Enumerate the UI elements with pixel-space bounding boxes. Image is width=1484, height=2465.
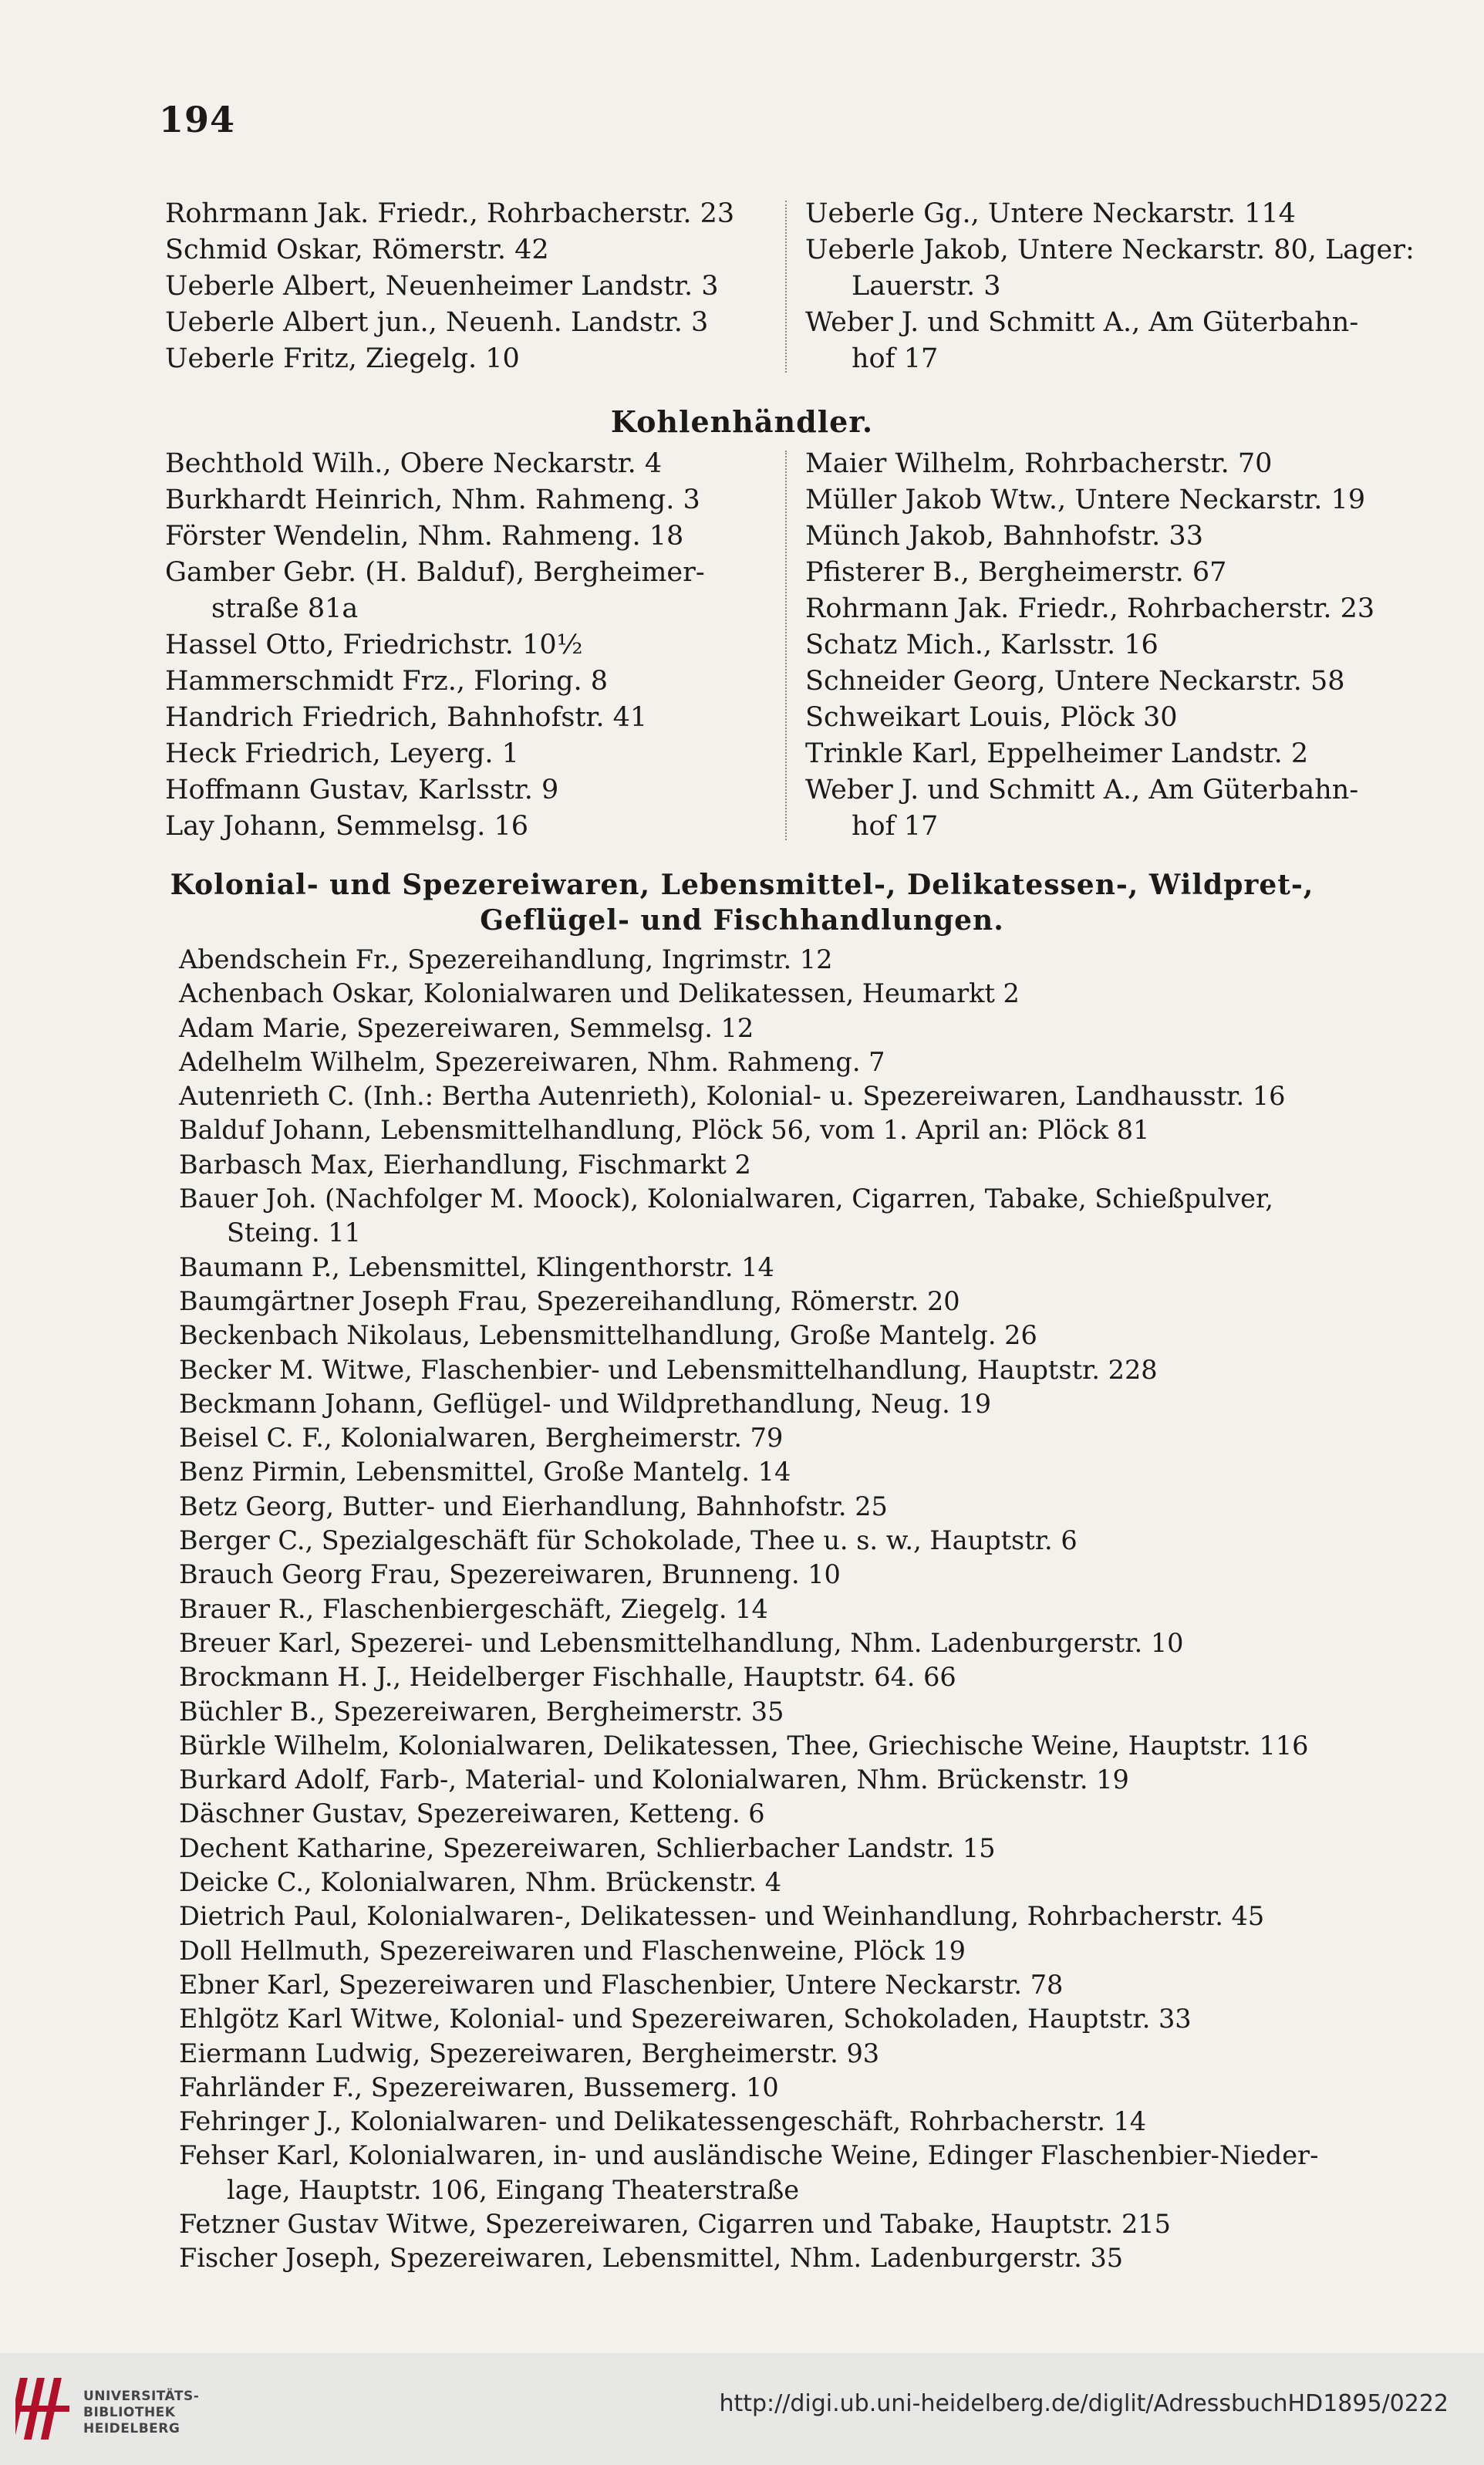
grocer-entry: Adelhelm Wilhelm, Spezereiwaren, Nhm. Rahmeng. 7 bbox=[179, 1046, 885, 1077]
grocer-entry: Beckenbach Nikolaus, Lebensmittelhandlung, Große Mantelg. 26 bbox=[179, 1320, 1037, 1351]
coal-dealer-entry: Maier Wilhelm, Rohrbacherstr. 70 bbox=[805, 448, 1273, 479]
grocer-entry: Becker M. Witwe, Flaschenbier- und Lebensmittelhandlung, Hauptstr. 228 bbox=[179, 1354, 1158, 1385]
coal-dealer-entry: Schneider Georg, Untere Neckarstr. 58 bbox=[805, 666, 1345, 697]
grocer-entry: Abendschein Fr., Spezereihandlung, Ingrimstr. 12 bbox=[179, 944, 833, 974]
grocer-entry: Benz Pirmin, Lebensmittel, Große Mantelg. 14 bbox=[179, 1457, 791, 1487]
grocer-entry: Däschner Gustav, Spezereiwaren, Ketteng. 6 bbox=[179, 1798, 765, 1829]
coal-dealer-entry: Münch Jakob, Bahnhofstr. 33 bbox=[805, 521, 1203, 552]
top-block-right-column bbox=[785, 196, 1422, 377]
coal-dealer-entry: Burkhardt Heinrich, Nhm. Rahmeng. 3 bbox=[165, 485, 700, 515]
grocer-entry: Fahrländer F., Spezereiwaren, Bussemerg. 10 bbox=[179, 2072, 779, 2102]
grocer-entry: Ehlgötz Karl Witwe, Kolonial- und Spezereiwaren, Schokoladen, Hauptstr. 33 bbox=[179, 2004, 1192, 2034]
library-logo-icon bbox=[15, 2370, 76, 2447]
kohlen-section bbox=[165, 446, 1422, 845]
grocer-entry: Brauch Georg Frau, Spezereiwaren, Brunneng. 10 bbox=[179, 1559, 841, 1590]
directory-entry: hof 17 bbox=[852, 343, 939, 374]
grocer-entry: Balduf Johann, Lebensmittelhandlung, Plöck 56, vom 1. April an: Plöck 81 bbox=[179, 1115, 1150, 1146]
grocer-entry: Steing. 11 bbox=[227, 1217, 361, 1248]
directory-entry: Ueberle Jakob, Untere Neckarstr. 80, Lager: bbox=[805, 235, 1415, 265]
grocer-entry: lage, Hauptstr. 106, Eingang Theaterstraße bbox=[227, 2174, 800, 2205]
grocer-entry: Deicke C., Kolonialwaren, Nhm. Brückenstr. 4 bbox=[179, 1867, 782, 1898]
grocer-entry: Dietrich Paul, Kolonialwaren-, Delikatessen- und Weinhandlung, Rohrbacherstr. 45 bbox=[179, 1901, 1265, 1932]
grocer-entry: Brauer R., Flaschenbiergeschäft, Ziegelg. 14 bbox=[179, 1593, 768, 1624]
footer-bar bbox=[0, 2353, 1484, 2465]
coal-dealer-entry: Rohrmann Jak. Friedr., Rohrbacherstr. 23 bbox=[805, 593, 1375, 624]
directory-entry: Ueberle Albert jun., Neuenh. Landstr. 3 bbox=[165, 307, 709, 338]
directory-entry: Rohrmann Jak. Friedr., Rohrbacherstr. 23 bbox=[165, 198, 735, 229]
coal-dealer-entry: Weber J. und Schmitt A., Am Güterbahn- bbox=[805, 775, 1359, 805]
grocer-entry: Breuer Karl, Spezerei- und Lebensmittelhandlung, Nhm. Ladenburgerstr. 10 bbox=[179, 1627, 1184, 1658]
top-block bbox=[165, 196, 1422, 377]
coal-dealer-entry: Trinkle Karl, Eppelheimer Landstr. 2 bbox=[805, 738, 1309, 769]
coal-dealer-entry: hof 17 bbox=[852, 811, 939, 842]
grocer-entry: Baumann P., Lebensmittel, Klingenthorstr. 14 bbox=[179, 1251, 774, 1282]
grocer-entry: Achenbach Oskar, Kolonialwaren und Delikatessen, Heumarkt 2 bbox=[179, 978, 1020, 1009]
grocer-entry: Burkard Adolf, Farb-, Material- und Kolonialwaren, Nhm. Brückenstr. 19 bbox=[179, 1764, 1129, 1795]
kohlen-right-column bbox=[785, 446, 1422, 845]
directory-entry: Ueberle Gg., Untere Neckarstr. 114 bbox=[805, 198, 1296, 229]
coal-dealer-entry: Heck Friedrich, Leyerg. 1 bbox=[165, 738, 519, 769]
coal-dealer-entry: Hassel Otto, Friedrichstr. 10½ bbox=[165, 630, 583, 660]
grocer-entry: Berger C., Spezialgeschäft für Schokolade, Thee u. s. w., Hauptstr. 6 bbox=[179, 1525, 1078, 1556]
coal-dealer-entry: Hammerschmidt Frz., Floring. 8 bbox=[165, 666, 609, 697]
grocer-entry: Ebner Karl, Spezereiwaren und Flaschenbier, Untere Neckarstr. 78 bbox=[179, 1969, 1064, 2000]
kohlen-left-column bbox=[165, 446, 782, 845]
directory-entry: Ueberle Albert, Neuenheimer Landstr. 3 bbox=[165, 271, 719, 302]
grocer-entry: Bauer Joh. (Nachfolger M. Moock), Kolonialwaren, Cigarren, Tabake, Schießpulver, bbox=[179, 1184, 1273, 1214]
logo-line-1: UNIVERSITÄTS- bbox=[83, 2389, 200, 2404]
grocer-entry: Adam Marie, Spezereiwaren, Semmelsg. 12 bbox=[179, 1012, 754, 1043]
coal-dealer-entry: Bechthold Wilh., Obere Neckarstr. 4 bbox=[165, 448, 663, 479]
directory-entry: Schmid Oskar, Römerstr. 42 bbox=[165, 235, 549, 265]
directory-entry: Ueberle Fritz, Ziegelg. 10 bbox=[165, 343, 520, 374]
grocer-entry: Büchler B., Spezereiwaren, Bergheimerstr. 35 bbox=[179, 1696, 784, 1727]
kolonial-list bbox=[179, 943, 1413, 2276]
grocer-entry: Autenrieth C. (Inh.: Bertha Autenrieth), Kolonial- u. Spezereiwaren, Landhausstr. 16 bbox=[179, 1081, 1286, 1112]
coal-dealer-entry: Lay Johann, Semmelsg. 16 bbox=[165, 811, 528, 842]
coal-dealer-entry: Müller Jakob Wtw., Untere Neckarstr. 19 bbox=[805, 485, 1366, 515]
grocer-entry: Brockmann H. J., Heidelberger Fischhalle, Hauptstr. 64. 66 bbox=[179, 1662, 956, 1693]
coal-dealer-entry: Förster Wendelin, Nhm. Rahmeng. 18 bbox=[165, 521, 684, 552]
grocer-entry: Beisel C. F., Kolonialwaren, Bergheimerstr. 79 bbox=[179, 1423, 784, 1454]
grocer-entry: Betz Georg, Butter- und Eierhandlung, Bahnhofstr. 25 bbox=[179, 1491, 888, 1521]
grocer-entry: Barbasch Max, Eierhandlung, Fischmarkt 2 bbox=[179, 1149, 751, 1180]
section-title-kolonial-line2: Geflügel- und Fischhandlungen. bbox=[480, 904, 1004, 937]
logo-line-3: HEIDELBERG bbox=[83, 2421, 180, 2436]
grocer-entry: Bürkle Wilhelm, Kolonialwaren, Delikatessen, Thee, Griechische Weine, Hauptstr. 116 bbox=[179, 1730, 1309, 1761]
grocer-entry: Eiermann Ludwig, Spezereiwaren, Bergheimerstr. 93 bbox=[179, 2038, 880, 2068]
grocer-entry: Dechent Katharine, Spezereiwaren, Schlierbacher Landstr. 15 bbox=[179, 1832, 996, 1863]
section-title-kohlen: Kohlenhändler. bbox=[610, 404, 874, 439]
grocer-entry: Beckmann Johann, Geflügel- und Wildprethandlung, Neug. 19 bbox=[179, 1388, 992, 1419]
coal-dealer-entry: Pfisterer B., Bergheimerstr. 67 bbox=[805, 557, 1227, 588]
page-number: 194 bbox=[159, 99, 236, 140]
grocer-entry: Fehser Karl, Kolonialwaren, in- und ausländische Weine, Edinger Flaschenbier-Nieder- bbox=[179, 2140, 1319, 2171]
section-title-kolonial-line1: Kolonial- und Spezereiwaren, Lebensmittel-, Delikatessen-, Wildpret-, bbox=[170, 869, 1314, 901]
coal-dealer-entry: straße 81a bbox=[211, 593, 359, 624]
top-block-left-column bbox=[165, 196, 782, 377]
grocer-entry: Baumgärtner Joseph Frau, Spezereihandlung, Römerstr. 20 bbox=[179, 1285, 960, 1316]
coal-dealer-entry: Hoffmann Gustav, Karlsstr. 9 bbox=[165, 775, 559, 805]
coal-dealer-entry: Schweikart Louis, Plöck 30 bbox=[805, 702, 1178, 733]
grocer-entry: Fischer Joseph, Spezereiwaren, Lebensmittel, Nhm. Ladenburgerstr. 35 bbox=[179, 2243, 1124, 2274]
grocer-entry: Fetzner Gustav Witwe, Spezereiwaren, Cigarren und Tabake, Hauptstr. 215 bbox=[179, 2208, 1171, 2239]
library-logo-text bbox=[83, 2389, 199, 2437]
coal-dealer-entry: Gamber Gebr. (H. Balduf), Bergheimer- bbox=[165, 557, 705, 588]
coal-dealer-entry: Schatz Mich., Karlsstr. 16 bbox=[805, 630, 1159, 660]
grocer-entry: Fehringer J., Kolonialwaren- und Delikatessengeschäft, Rohrbacherstr. 14 bbox=[179, 2106, 1147, 2137]
directory-entry: Weber J. und Schmitt A., Am Güterbahn- bbox=[805, 307, 1359, 338]
directory-entry: Lauerstr. 3 bbox=[852, 271, 1001, 302]
coal-dealer-entry: Handrich Friedrich, Bahnhofstr. 41 bbox=[165, 702, 648, 733]
logo-line-2: BIBLIOTHEK bbox=[83, 2405, 176, 2420]
grocer-entry: Doll Hellmuth, Spezereiwaren und Flaschenweine, Plöck 19 bbox=[179, 1935, 966, 1966]
source-url-link[interactable]: http://digi.ub.uni-heidelberg.de/diglit/AdressbuchHD1895/0222 bbox=[719, 2390, 1449, 2417]
